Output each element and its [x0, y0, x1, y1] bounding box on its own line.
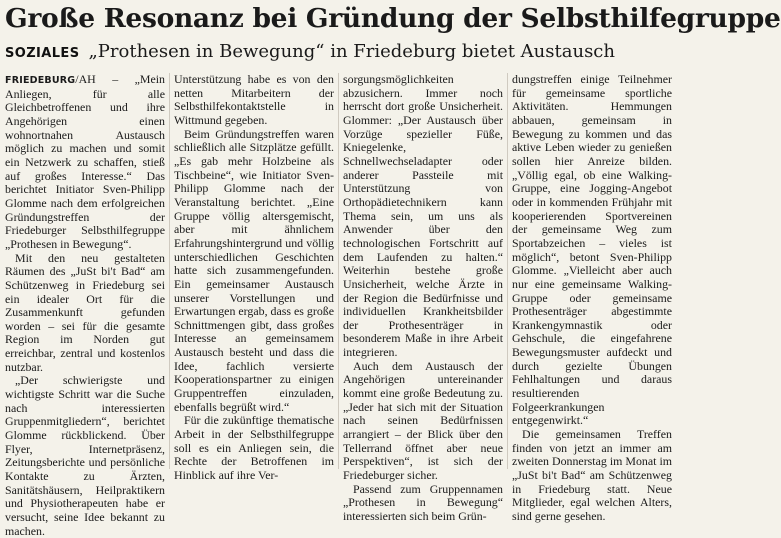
column-rule — [507, 73, 508, 469]
paragraph: „Der schwierigste und wichtigste Schritt war die Suche nach interessierten Gruppenmitgliedern“, berichtet Glomme rückblickend. Über Flyer, Internetpräsenz, Zeitungsberichte und persönliche Kontakte zu Ärzten, Sanitätshäusern, Heilpraktikern und Physiotherapeuten habe er versucht, seine Idee bekannt zu machen. — [5, 373, 165, 538]
column-rule — [338, 73, 339, 469]
paragraph: Für die zukünftige thematische Arbeit in der Selbsthilfegruppe soll es ein Anliegen sein, die Rechte der Betroffenen im Hinblick auf ihre Ver- — [174, 413, 334, 483]
subheadline: „Prothesen in Bewegung“ in Friedeburg bietet Austausch — [88, 41, 615, 62]
paragraph: Mit den neu gestalteten Räumen des „JuSt bi't Bad“ am Schützenweg in Friedeburg sei ein idealer Ort für die Zusammenkunft gefunden worden – sei für die gesamte Region im Norden gut erreichbar, zentral und kostenlos nutzbar. — [5, 250, 165, 374]
article-column-1 — [5, 73, 165, 538]
paragraph: Passend zum Gruppennamen „Prothesen in Bewegung“ interessierten sich beim Grün- — [343, 481, 503, 523]
section-kicker: SOZIALES — [5, 46, 80, 61]
article-column-3 — [343, 73, 503, 524]
headline: Große Resonanz bei Gründung der Selbsthilfegruppe — [5, 3, 781, 34]
article-column-4 — [512, 73, 672, 524]
paragraph-text: „Mein Anliegen, für alle Gleichbetroffenen und ihre Angehörigen einen wohnortnahen Austausch möglich zu machen und somit ein Netzwerk zu schaffen, stieß auf großes Interesse.“ Das berichtet Initiator Sven-Philipp Glomme nach dem erfolgreichen Gründungstreffen der Friedeburger Selbsthilfegruppe „Prothesen in Bewegung“. — [5, 72, 165, 251]
agency: /AH – — [75, 72, 119, 86]
paragraph: Auch dem Austausch der Angehörigen untereinander kommt eine große Bedeutung zu. „Jeder hat sich mit der Situation nach seinen Bedürfnissen arrangiert – der Blick über den Tellerrand öffnet aber neue Perspektiven“, ist sich der Friedeburger sicher. — [343, 358, 503, 483]
paragraph — [5, 73, 165, 252]
article-column-2 — [174, 73, 334, 483]
subheadline-row — [5, 40, 677, 66]
dateline: FRIEDEBURG — [5, 75, 76, 86]
column-rule — [169, 73, 170, 469]
paragraph: sorgungsmöglichkeiten abzusichern. Immer noch herrscht dort große Unsicherheit. Glommer: „Der Austausch über Vorzüge spezieller Füße, Kniegelenke, Schnellwechseladapter oder anderer Passteile mit Unterstützung von Orthopädietechnikern kann Thema sein, um uns als Anwender über den technologischen Fortschritt auf dem Laufenden zu halten.“ Weiterhin bestehe große Unsicherheit, welche Ärzte in der Region die Bedürfnisse und individuellen Krankheitsbilder der Prothesenträger in besonderem Maße in ihre Arbeit integrieren. — [343, 72, 503, 360]
paragraph: dungstreffen einige Teilnehmer für gemeinsame sportliche Aktivitäten. Hemmungen abbauen, gemeinsam in Bewegung zu kommen und das aktive Leben wieder zu genießen sollen hier Anreize bilden. „Völlig egal, ob eine Walking-Gruppe, eine Jogging-Angebot oder in kommenden Frühjahr mit kooperierenden Sportvereinen der gemeinsame Weg zum Sportabzeichen – vieles ist möglich“, betont Sven-Philipp Glomme. „Vielleicht aber auch nur eine gemeinsame Walking-Gruppe oder gemeinsame Prothesenträger abgestimmte Krankengymnastik oder Gehschule, die eingefahrene Bewegungsmuster aufdeckt und durch gezielte Übungen Fehlhaltungen und daraus resultierenden Folgeerkrankungen entgegenwirkt.“ — [512, 72, 672, 428]
paragraph: Die gemeinsamen Treffen finden von jetzt an immer am zweiten Donnerstag im Monat im „JuSt bi't Bad“ am Schützenweg in Friedeburg statt. Neue Mitglieder, egal welchen Alters, sind gerne gesehen. — [512, 427, 672, 523]
paragraph: Unterstützung habe es von den netten Mitarbeitern der Selbsthilfekontaktstelle in Wittmund gegeben. — [174, 72, 334, 127]
paragraph: Beim Gründungstreffen waren schließlich alle Sitzplätze gefüllt. „Es gab mehr Holzbeine als Tischbeine“, wie Initiator Sven-Philipp Glomme nach der Veranstaltung berichtet. „Eine Gruppe völlig altersgemischt, aber mit ähnlichem Erfahrungshintergrund und völlig unterschiedlichen Geschichten hatte sich zusammengefunden. Ein gemeinsamer Austausch unserer Vorstellungen und Erwartungen ergab, dass es große Schnittmengen gibt, dass großes Interesse an gemeinsamem Austausch besteht und dass die Idee, fachlich versierte Kooperationspartner zu einigen Gruppentreffen einzuladen, ebenfalls begrüßt wird.“ — [174, 126, 334, 414]
